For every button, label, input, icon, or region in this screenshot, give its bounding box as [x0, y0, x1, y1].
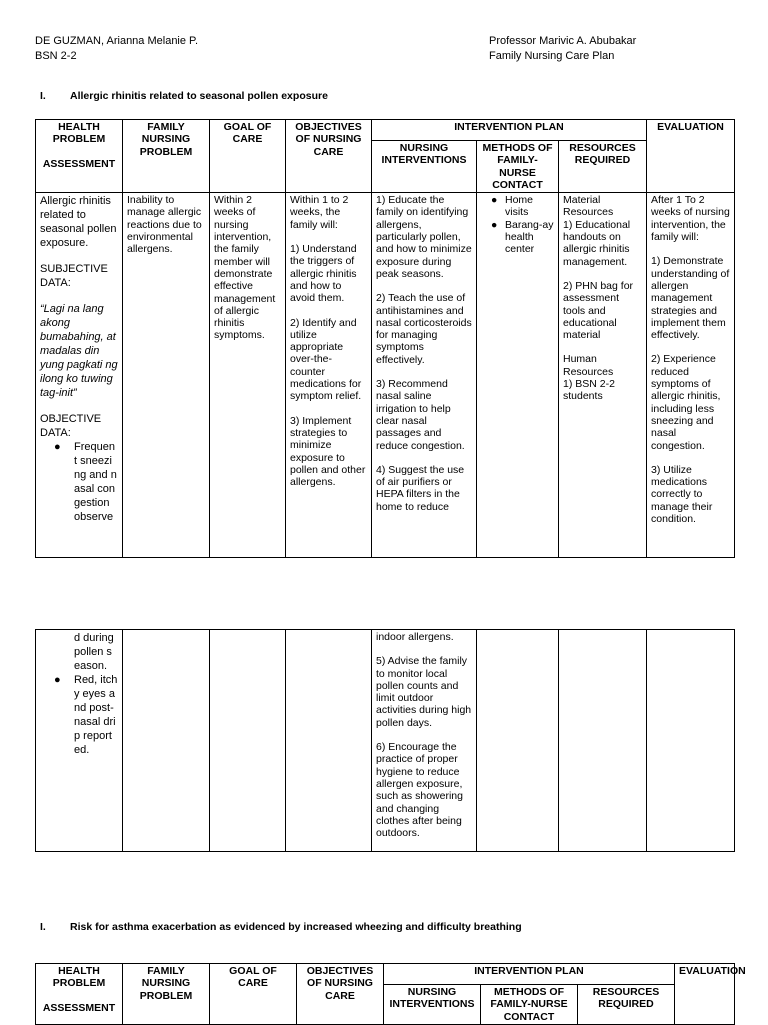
document-title: Family Nursing Care Plan: [489, 50, 615, 62]
list-item: ● Barang-ay health center: [491, 218, 554, 256]
evaluation-cell: After 1 To 2 weeks of nursing intervention, the family will: 1) Demonstrate understanding of allergen management strategies and implement them effectively. 2) Experience reduced symptoms of allergic rhinitis, including less sneezing and nasal congestion. 3) Utilize medications correctly to manage their condition.: [647, 193, 735, 558]
objective-data-list: [40, 440, 118, 524]
col-header-methods: METHODS OF FAMILY-NURSE CONTACT: [477, 141, 559, 193]
empty-cell: [477, 630, 559, 852]
col-header-intervention-plan: INTERVENTION PLAN: [384, 964, 675, 985]
section-number: I.: [40, 90, 46, 102]
care-plan-table-1-continued: [35, 629, 735, 852]
empty-cell: [286, 630, 372, 852]
col-header-methods: METHODS OF FAMILY-NURSE CONTACT: [481, 985, 578, 1025]
list-item: d during pollen season.: [74, 632, 114, 672]
care-plan-table-2: [35, 963, 746, 1025]
col-header-objectives: OBJECTIVES OF NURSING CARE: [286, 120, 372, 193]
table-row: [36, 630, 735, 852]
table-header-row: [36, 120, 735, 141]
empty-cell: [210, 630, 286, 852]
list-item: ● Red, itchy eyes and post-nasal drip reported.: [54, 674, 118, 756]
empty-cell: [559, 630, 647, 852]
section-title: Allergic rhinitis related to seasonal pollen exposure: [70, 90, 328, 102]
student-section: BSN 2-2: [35, 50, 77, 62]
section-heading-2: [40, 921, 522, 933]
professor-name: Professor Marivic A. Abubakar: [489, 35, 637, 47]
assessment-cell-continued: [36, 630, 123, 852]
empty-cell: [647, 630, 735, 852]
col-header-resources: RESOURCES REQUIRED: [578, 985, 675, 1025]
assessment-cell: Allergic rhinitis related to seasonal pollen exposure. SUBJECTIVE DATA: “Lagi na lang akong bumabahing, at madalas din yung pagkati ng ilong ko tuwing tag-init” OBJECTIVE DATA: ● Frequent sneezing and nasal congestion observe: [36, 193, 123, 558]
section-heading-1: [40, 90, 328, 102]
col-header-nursing-interventions: NURSING INTERVENTIONS: [372, 141, 477, 193]
col-header-objectives: OBJECTIVES OF NURSING CARE: [297, 964, 384, 1025]
objectives-cell: Within 1 to 2 weeks, the family will: 1) Understand the triggers of allergic rhinitis and how to avoid them. 2) Identify and utilize appropriate over-the-counter medications for symptom relief. 3) Implement strategies to minimize exposure to pollen and other allergens.: [286, 193, 372, 558]
col-header-health-problem: HEALTH PROBLEM ASSESSMENT: [36, 964, 123, 1025]
family-problem-cell: Inability to manage allergic reactions due to environmental allergens.: [123, 193, 210, 558]
interventions-cell: 1) Educate the family on identifying allergens, particularly pollen, and how to minimize exposure during peak seasons. 2) Teach the use of antihistamines and nasal corticosteroids for managing symptoms effectively. 3) Recommend nasal saline irrigation to help clear nasal passages and reduce congestion. 4) Suggest the use of air purifiers or HEPA filters in the home to reduce: [372, 193, 477, 558]
table-header-row: [36, 964, 735, 985]
bullet-icon: ●: [491, 194, 498, 207]
section-title: Risk for asthma exacerbation as evidenced by increased wheezing and difficulty breathing: [70, 921, 522, 933]
student-info: [35, 34, 198, 64]
table-row: [36, 193, 735, 558]
col-header-family-problem: FAMILY NURSING PROBLEM: [123, 120, 210, 193]
bullet-icon: ●: [491, 218, 498, 231]
care-plan-table-1: [35, 119, 735, 558]
subjective-quote: “Lagi na lang akong bumabahing, at madalas din yung pagkati ng ilong ko tuwing tag-init”: [40, 303, 118, 400]
section-number: I.: [40, 921, 46, 933]
interventions-cell-continued: indoor allergens. 5) Advise the family to monitor local pollen counts and limit outdoor activities during high pollen days. 6) Encourage the practice of proper hygiene to reduce allergen exposure, such as showering and changing clothes after being outdoors.: [372, 630, 477, 852]
bullet-icon: ●: [54, 674, 61, 686]
resources-cell: Material Resources 1) Educational handouts on allergic rhinitis management. 2) PHN bag for assessment tools and educational material Human Resources 1) BSN 2-2 students: [559, 193, 647, 558]
list-item: ● Home visits: [491, 194, 534, 219]
goal-cell: Within 2 weeks of nursing intervention, the family member will demonstrate effective management of allergic rhinitis symptoms.: [210, 193, 286, 558]
col-header-goal: GOAL OF CARE: [210, 120, 286, 193]
col-header-goal: GOAL OF CARE: [210, 964, 297, 1025]
course-info: [489, 34, 636, 64]
col-header-nursing-interventions: NURSING INTERVENTIONS: [384, 985, 481, 1025]
col-header-assessment: ASSESSMENT: [42, 157, 116, 170]
col-header-resources: RESOURCES REQUIRED: [559, 141, 647, 193]
col-header-evaluation: EVALUATION: [647, 120, 735, 193]
empty-cell: [123, 630, 210, 852]
list-item: ● Frequent sneezing and nasal congestion observe: [54, 441, 117, 524]
col-header-health-problem: HEALTH PROBLEM ASSESSMENT: [36, 120, 123, 193]
col-header-family-problem: FAMILY NURSING PROBLEM: [123, 964, 210, 1025]
col-header-assessment: ASSESSMENT: [42, 1001, 116, 1014]
bullet-icon: ●: [54, 441, 61, 454]
col-header-intervention-plan: INTERVENTION PLAN: [372, 120, 647, 141]
student-name: DE GUZMAN, Arianna Melanie P.: [35, 35, 199, 47]
col-header-evaluation: EVALUATION: [675, 964, 735, 1025]
methods-cell: [477, 193, 559, 558]
